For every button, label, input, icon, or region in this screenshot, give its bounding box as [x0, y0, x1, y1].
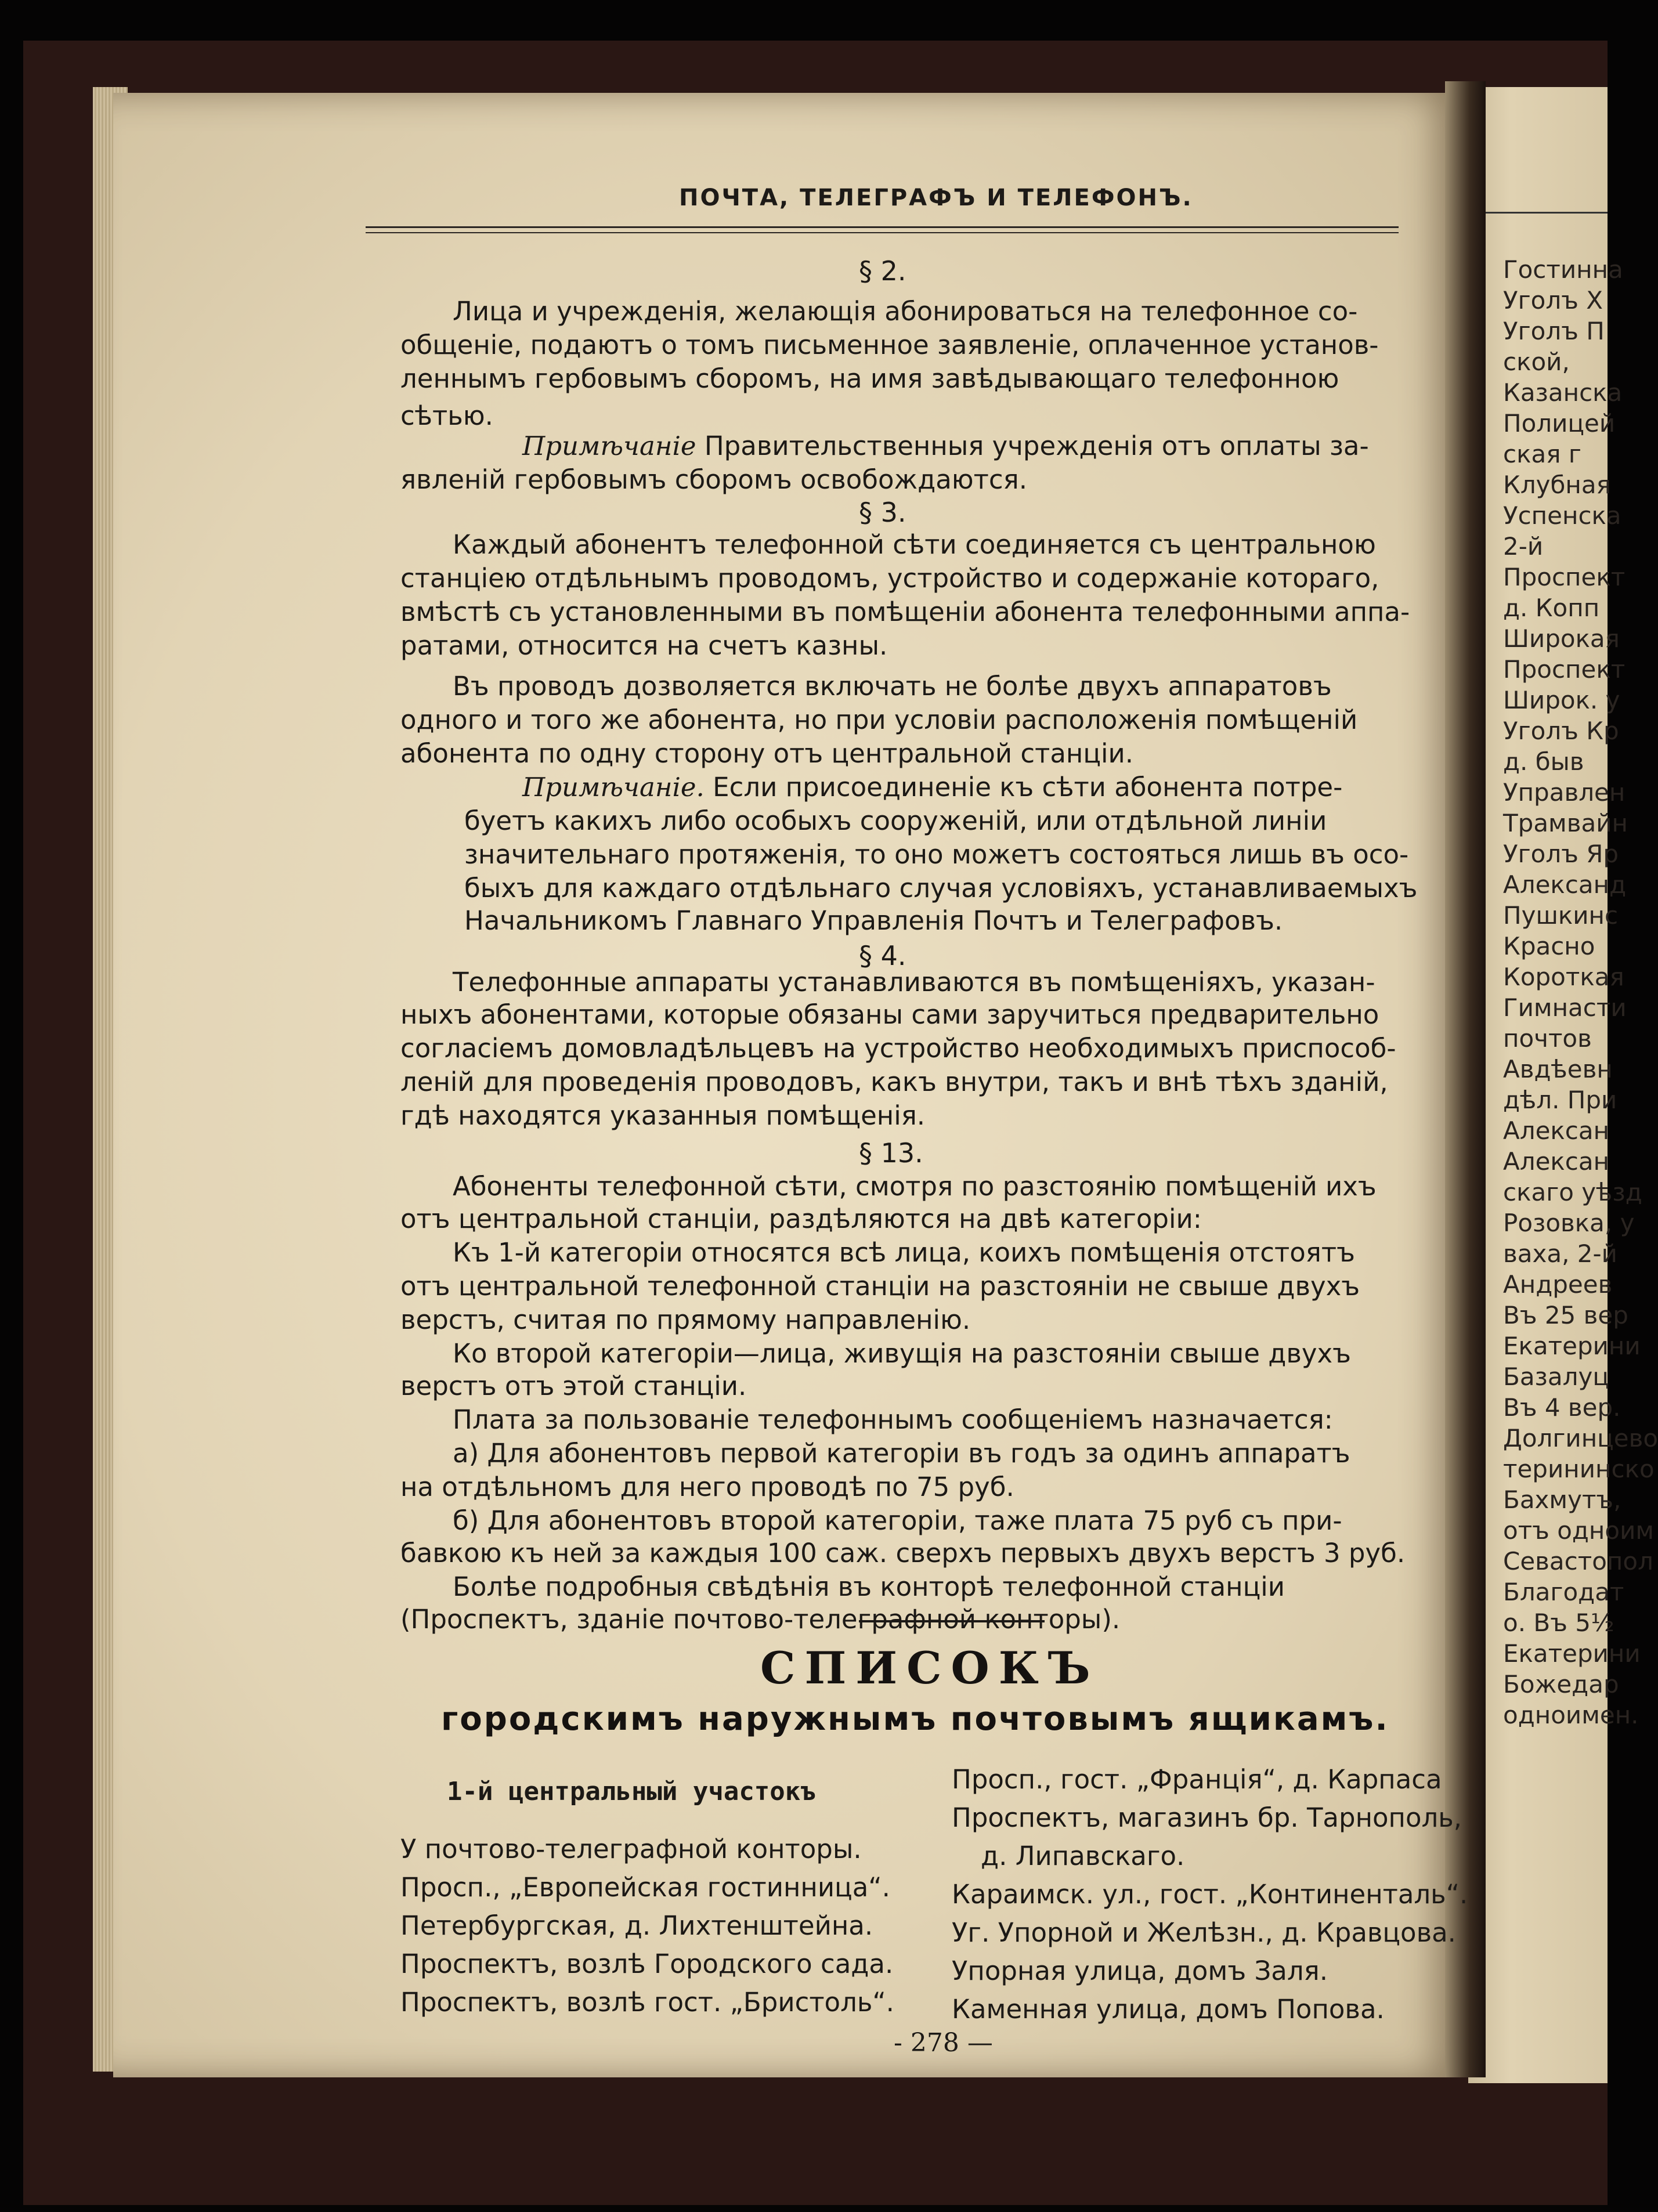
peek-line: Долгинцево	[1503, 1424, 1658, 1452]
peek-line: Севастопол	[1503, 1547, 1653, 1575]
peek-line: терининско	[1503, 1455, 1655, 1483]
running-header: ПОЧТА, ТЕЛЕГРАФЪ И ТЕЛЕФОНЪ.	[679, 185, 1193, 211]
book-gutter	[1445, 81, 1486, 2077]
section-number: § 13.	[859, 1137, 923, 1169]
text-line: явленій гербовымъ сборомъ освобождаются.	[400, 464, 1027, 495]
text-line: (Проспектъ, зданіе почтово-телеграфной конторы).	[400, 1604, 1121, 1635]
list-item: Проспектъ, возлѣ гост. „Бристоль“.	[400, 1987, 894, 2018]
section-number: § 2.	[859, 255, 906, 287]
peek-line: Широк. у	[1503, 686, 1620, 714]
peek-line: Гостинна	[1503, 255, 1623, 284]
text-line: Къ 1-й категоріи относятся всѣ лица, коихъ помѣщенія отстоятъ	[453, 1237, 1355, 1268]
list-title: СПИСОКЪ	[760, 1642, 1100, 1694]
text-line: б) Для абонентовъ второй категоріи, таже плата 75 руб съ при-	[453, 1505, 1342, 1536]
peek-line: Въ 25 вер	[1503, 1301, 1628, 1329]
text-line: Каждый абонентъ телефонной сѣти соединяется съ центральною	[453, 529, 1376, 560]
text-line: ратами, относится на счетъ казны.	[400, 630, 888, 661]
peek-line: Бахмутъ,	[1503, 1485, 1621, 1514]
text-line: одного и того же абонента, но при условіи расположенія помѣщеній	[400, 704, 1358, 735]
district-heading: 1-й центральный участокъ	[447, 1777, 816, 1806]
text-line: верстъ отъ этой станціи.	[400, 1371, 747, 1401]
section-number: § 4.	[859, 940, 906, 971]
peek-line: Проспект	[1503, 563, 1626, 591]
note-text: Правительственныя учрежденія отъ оплаты за-	[696, 431, 1369, 461]
peek-line: ской,	[1503, 348, 1570, 376]
peek-line: Алексан	[1503, 1116, 1610, 1145]
peek-line: скаго уѣзд	[1503, 1178, 1642, 1206]
peek-line: д. Копп	[1503, 594, 1600, 622]
peek-line: Александ	[1503, 870, 1627, 899]
list-item: Уг. Упорной и Желѣзн., д. Кравцова.	[952, 1917, 1456, 1948]
list-item: Каменная улица, домъ Попова.	[952, 1994, 1385, 2025]
text-line: а) Для абонентовъ первой категоріи въ годъ за одинъ аппаратъ	[453, 1438, 1350, 1469]
peek-line: одноимен.	[1503, 1701, 1639, 1729]
text-line: леннымъ гербовымъ сборомъ, на имя завѣдывающаго телефонною	[400, 363, 1339, 394]
text-line: Лица и учрежденія, желающія абонироваться на телефонное со-	[453, 296, 1358, 327]
text-line: Ко второй категоріи—лица, живущія на разстояніи свыше двухъ	[453, 1338, 1351, 1369]
peek-line: Базалуц	[1503, 1362, 1609, 1391]
text-line: отъ центральной телефонной станціи на разстояніи не свыше двухъ	[400, 1271, 1360, 1302]
peek-line: ская г	[1503, 440, 1581, 468]
text-line: бавкою къ ней за каждыя 100 саж. сверхъ первыхъ двухъ верстъ 3 руб.	[400, 1538, 1406, 1568]
peek-line: Короткая	[1503, 963, 1624, 991]
list-item: Просп., „Европейская гостинница“.	[400, 1872, 890, 1903]
text-line: леній для проведенія проводовъ, какъ внутри, такъ и внѣ тѣхъ зданій,	[400, 1067, 1388, 1097]
text-line: общеніе, подаютъ о томъ письменное заявленіе, оплаченное установ-	[400, 330, 1379, 360]
header-rule	[366, 226, 1399, 228]
text-line: на отдѣльномъ для него проводѣ по 75 руб.	[400, 1472, 1014, 1502]
peek-line: Клубная	[1503, 471, 1611, 499]
list-item: д. Липавскаго.	[981, 1841, 1185, 1871]
text-line: Болѣе подробныя свѣдѣнія въ конторѣ телефонной станціи	[453, 1571, 1285, 1602]
peek-line: ваха, 2-й	[1503, 1239, 1617, 1268]
list-item: Просп., гост. „Франція“, д. Карпаса	[952, 1764, 1442, 1795]
peek-line: дѣл. При	[1503, 1086, 1617, 1114]
peek-line: Уголъ Кр	[1503, 717, 1619, 745]
section-divider	[859, 1620, 1045, 1622]
peek-line: Широкая	[1503, 624, 1620, 653]
peek-line: Авдѣевн	[1503, 1055, 1613, 1083]
text-line: ныхъ абонентами, которые обязаны сами заручиться предварительно	[400, 999, 1379, 1030]
peek-line: Полицей	[1503, 409, 1616, 438]
peek-line: Уголъ Х	[1503, 286, 1603, 315]
note-text: Если присоединеніе къ сѣти абонента потре-	[704, 772, 1343, 803]
list-subtitle: городскимъ наружнымъ почтовымъ ящикамъ.	[441, 1700, 1389, 1738]
peek-line: Благодат	[1503, 1578, 1624, 1606]
peek-line: 2-й	[1503, 532, 1544, 561]
text-line: абонента по одну сторону отъ центральной станціи.	[400, 738, 1134, 769]
peek-line: Екатерини	[1503, 1639, 1641, 1668]
section-number: § 3.	[859, 497, 906, 528]
text-line: буетъ какихъ либо особыхъ сооруженій, или отдѣльной линіи	[464, 805, 1327, 836]
next-page	[1468, 87, 1658, 2083]
peek-line: о. Въ 5½	[1503, 1609, 1614, 1637]
list-item: Упорная улица, домъ Заля.	[952, 1956, 1328, 1986]
text-line: быхъ для каждаго отдѣльнаго случая условіяхъ, устанавливаемыхъ	[464, 873, 1418, 903]
list-item: У почтово-телеграфной конторы.	[400, 1834, 862, 1864]
peek-line: Пушкинс	[1503, 901, 1619, 930]
peek-line: Управлен	[1503, 778, 1626, 807]
peek-line: Уголъ Яр	[1503, 840, 1619, 868]
peek-line: д. быв	[1503, 747, 1584, 776]
peek-line: Екатерини	[1503, 1332, 1641, 1360]
list-item: Проспектъ, возлѣ Городского сада.	[400, 1949, 894, 1979]
page-number: - 278 —	[894, 2028, 993, 2058]
text-line: Въ проводъ дозволяется включать не болѣе двухъ аппаратовъ	[453, 671, 1332, 702]
text-line: гдѣ находятся указанныя помѣщенія.	[400, 1100, 926, 1131]
list-item: Проспектъ, магазинъ бр. Тарнополь,	[952, 1802, 1462, 1833]
text-line: вмѣстѣ съ установленными въ помѣщеніи абонента телефонными аппа-	[400, 597, 1410, 627]
note-label: Примѣчаніе.	[522, 772, 705, 803]
peek-line: отъ одноим	[1503, 1516, 1655, 1545]
peek-line: Алексан	[1503, 1147, 1610, 1176]
text-line: Абоненты телефонной сѣти, смотря по разстоянію помѣщеній ихъ	[453, 1171, 1377, 1202]
peek-line: Трамвайн	[1503, 809, 1628, 837]
peek-line: Казанска	[1503, 378, 1623, 407]
peek-line: Гимнасти	[1503, 993, 1627, 1022]
text-line: согласіемъ домовладѣльцевъ на устройство необходимыхъ приспособ-	[400, 1033, 1396, 1064]
text-line: Начальникомъ Главнаго Управленія Почтъ и Телеграфовъ.	[464, 905, 1283, 936]
text-line: Телефонные аппараты устанавливаются въ помѣщеніяхъ, указан-	[453, 967, 1375, 997]
note-line	[522, 772, 1342, 803]
peek-line: Уголъ П	[1503, 317, 1605, 345]
peek-line: Успенска	[1503, 501, 1621, 530]
text-line: верстъ, считая по прямому направленію.	[400, 1304, 971, 1335]
header-rule-thin	[366, 232, 1399, 233]
peek-line: Въ 4 вер.	[1503, 1393, 1621, 1422]
text-line: сѣтью.	[400, 400, 493, 431]
peek-line: Красно	[1503, 932, 1595, 960]
text-line: значительнаго протяженія, то оно можетъ состояться лишь въ осо-	[464, 839, 1409, 870]
list-item: Петербургская, д. Лихтенштейна.	[400, 1910, 873, 1941]
peek-line: Розовка, у	[1503, 1209, 1635, 1237]
note-line	[522, 431, 1369, 461]
peek-line: Божедар	[1503, 1670, 1619, 1698]
text-line: станціею отдѣльнымъ проводомъ, устройство и содержаніе котораго,	[400, 563, 1379, 594]
list-item: Караимск. ул., гост. „Континенталь“.	[952, 1879, 1468, 1910]
peek-line: Проспект	[1503, 655, 1626, 684]
peek-line: почтов	[1503, 1024, 1592, 1053]
text-line: отъ центральной станціи, раздѣляются на двѣ категоріи:	[400, 1203, 1202, 1234]
note-label: Примѣчаніе	[522, 431, 696, 461]
next-page-header-rule	[1486, 212, 1608, 214]
text-line: Плата за пользованіе телефоннымъ сообщеніемъ назначается:	[453, 1404, 1333, 1435]
peek-line: Андреев	[1503, 1270, 1613, 1299]
